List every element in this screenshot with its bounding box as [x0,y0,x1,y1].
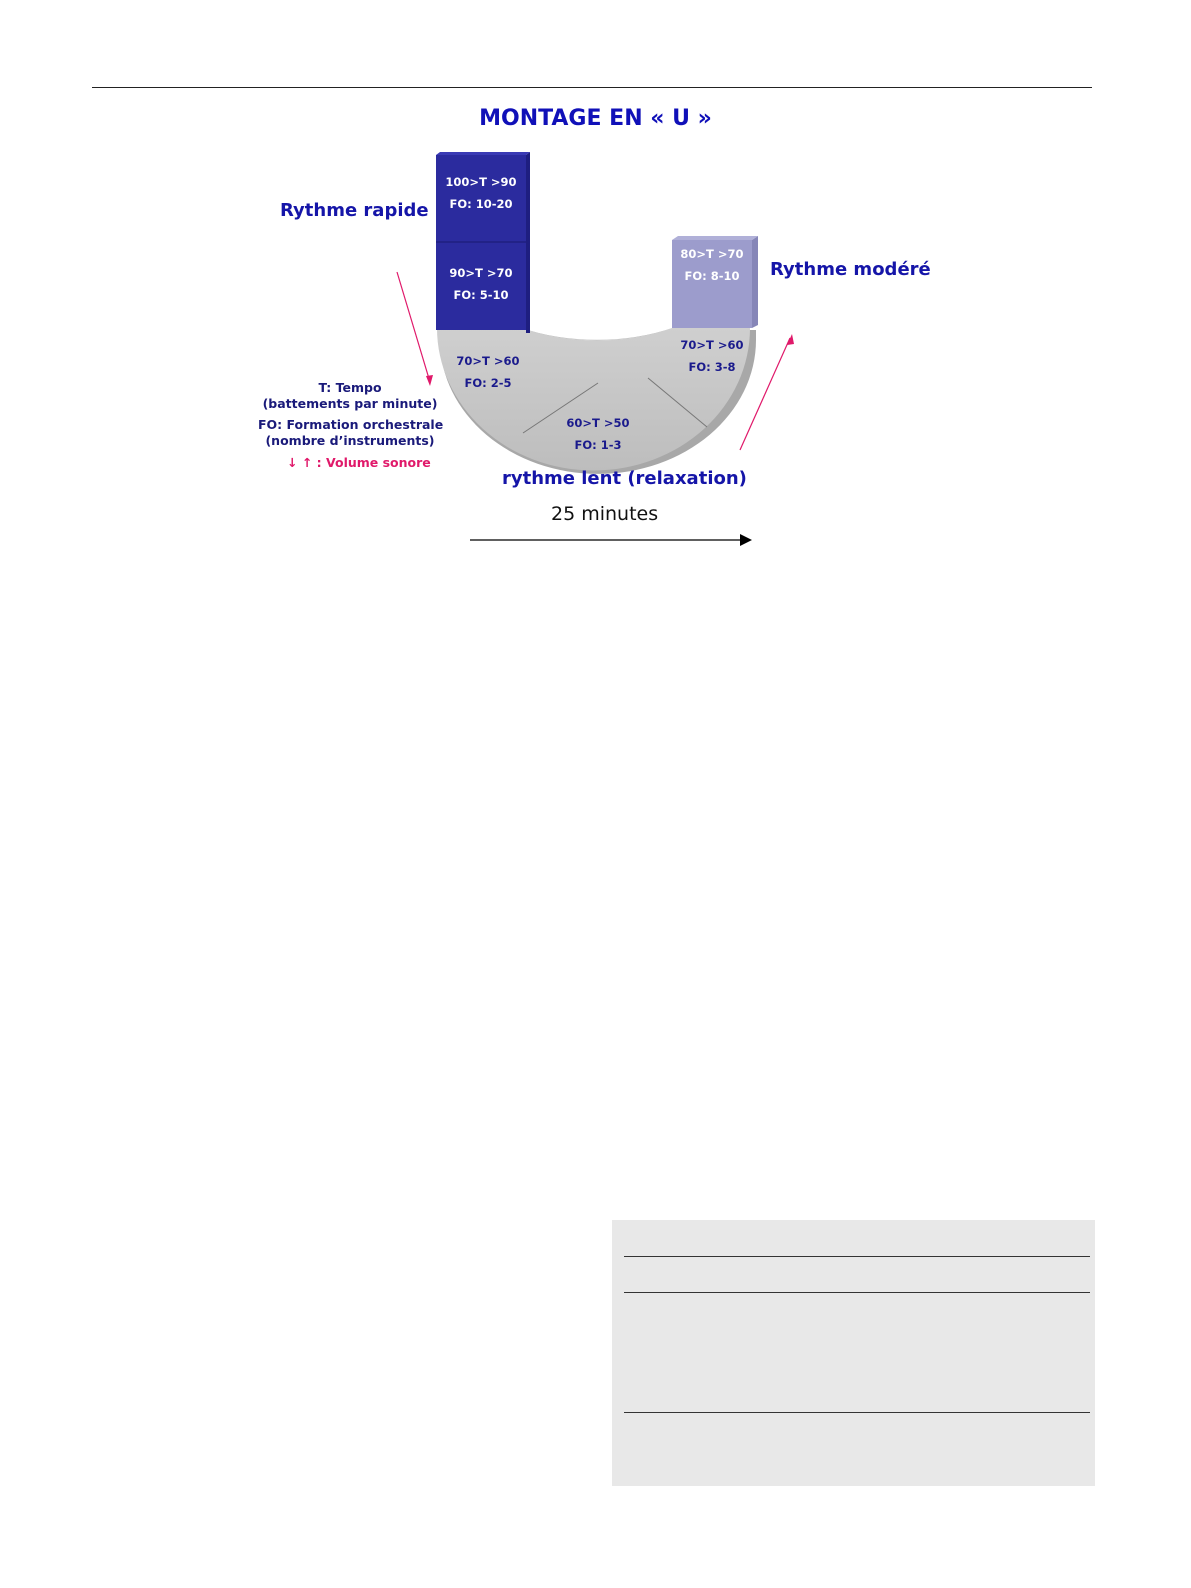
segment-5-fo: FO: 3-8 [688,360,736,374]
segment-1-fo: FO: 10-20 [449,197,513,211]
label-moderate-rhythm: Rythme modéré [770,259,931,280]
segment-2 [436,262,526,306]
box-rule-3 [624,1412,1090,1413]
legend-fo-title: FO: Formation orchestrale [258,417,444,432]
legend-fo [258,417,442,449]
diagram-title: MONTAGE EN « U » [479,106,712,131]
label-fast-rhythm: Rythme rapide [280,200,429,221]
segment-2-tempo: 90>T >70 [449,266,513,280]
segment-6-tempo: 80>T >70 [680,247,744,261]
gray-note-box [612,1220,1095,1486]
legend-tempo-desc: (battements par minute) [262,396,438,411]
segment-3 [448,350,528,394]
box-rule-1 [624,1256,1090,1257]
legend-volume: ↓ ↑ : Volume sonore [287,455,431,470]
legend-tempo [262,380,438,412]
volume-down-arrow [397,272,430,382]
segment-4-fo: FO: 1-3 [574,438,622,452]
box-rule-2 [624,1292,1090,1293]
duration-label: 25 minutes [551,503,659,525]
segment-4 [555,412,641,456]
segment-5 [672,334,752,378]
segment-3-tempo: 70>T >60 [456,354,520,368]
label-slow-rhythm: rythme lent (relaxation) [502,468,747,489]
segment-5-tempo: 70>T >60 [680,338,744,352]
segment-1-tempo: 100>T >90 [445,175,517,189]
legend-fo-desc: (nombre d’instruments) [265,433,435,448]
legend-tempo-title: T: Tempo [318,380,382,395]
segment-6 [672,243,752,287]
segment-6-fo: FO: 8-10 [684,269,740,283]
segment-1 [436,171,526,215]
segment-4-tempo: 60>T >50 [566,416,630,430]
segment-2-fo: FO: 5-10 [453,288,509,302]
segment-3-fo: FO: 2-5 [464,376,512,390]
